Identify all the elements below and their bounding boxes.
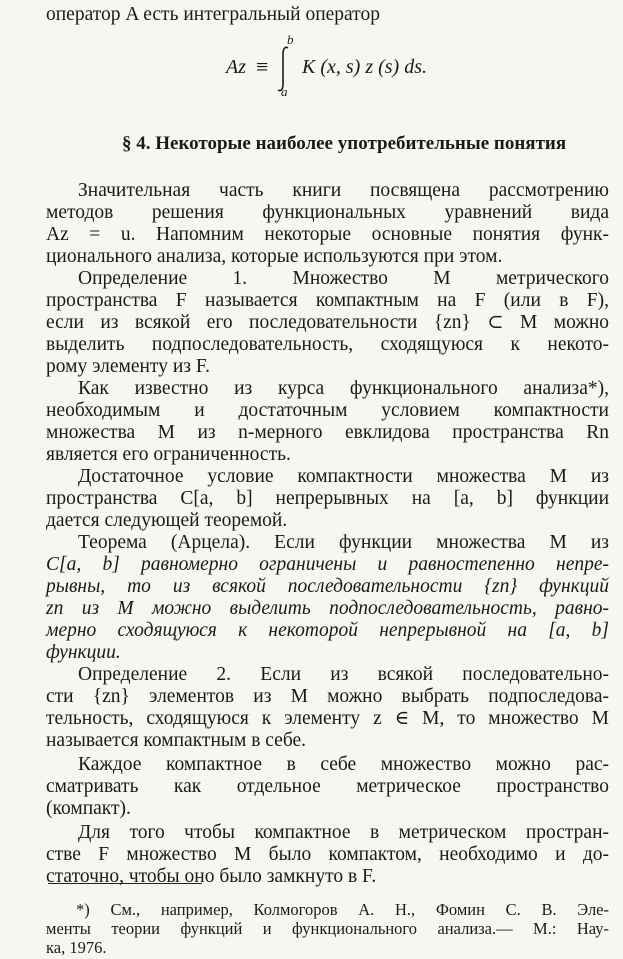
theorem-line: C[a, b] равномерно ограничены и равностепенно непре- bbox=[46, 554, 609, 575]
intro-line: оператор A есть интегральный оператор bbox=[46, 4, 380, 25]
theorem-line: функции. bbox=[46, 642, 121, 663]
text-line: методов решения функциональных уравнений вида bbox=[46, 202, 609, 223]
text-line: Каждое компактное в себе множество можно рас- bbox=[78, 754, 609, 775]
text-line: Определение 1. Множество M метрического bbox=[78, 268, 609, 289]
text-line: тельность, сходящуюся к элементу z ∈ M, то множество M bbox=[46, 708, 609, 729]
theorem-line: рывны, то из всякой последовательности {zn} функций bbox=[46, 576, 609, 597]
formula-upper-limit: b bbox=[287, 32, 294, 47]
text-line: Az = u. Напомним некоторые основные понятия функ- bbox=[46, 224, 609, 245]
text-line: ционального анализа, которые используются при этом. bbox=[46, 246, 503, 267]
text-line: Достаточное условие компактности множества M из bbox=[78, 466, 609, 487]
text-line: пространства C[a, b] непрерывных на [a, b] функции bbox=[46, 488, 609, 509]
text-line: множества M из n-мерного евклидова пространства Rn bbox=[46, 422, 609, 443]
text-line: необходимым и достаточным условием компактности bbox=[46, 400, 609, 421]
text-line: стве F множество M было компактом, необходимо и до- bbox=[46, 844, 609, 865]
footnote-line: *) См., например, Колмогоров А. Н., Фомин С. В. Эле- bbox=[76, 900, 609, 919]
text-line: Как известно из курса функционального анализа*), bbox=[78, 378, 609, 399]
section-heading: § 4. Некоторые наиболее употребительные понятия bbox=[122, 133, 567, 154]
text-line: является его ограниченность. bbox=[46, 444, 291, 465]
text-line: статочно, чтобы оно было замкнуто в F. bbox=[46, 866, 377, 887]
footnote-divider bbox=[48, 883, 202, 884]
integral-formula bbox=[226, 32, 466, 102]
text-line: рому элементу из F. bbox=[46, 356, 210, 377]
theorem-line: zn из M можно выделить подпоследовательность, равно- bbox=[46, 598, 609, 619]
footnote-line: менты теории функций и функционального анализа.— М.: Нау- bbox=[46, 919, 609, 938]
text-line: сти {zn} элементов из M можно выбрать подпоследова- bbox=[46, 686, 609, 707]
text-line: Определение 2. Если из всякой последовательно- bbox=[78, 664, 609, 685]
theorem-line: Теорема (Арцела). Если функции множества M из bbox=[78, 532, 609, 553]
theorem-line: мерно сходящуюся к некоторой непрерывной на [a, b] bbox=[46, 620, 609, 641]
formula-integrand: K (x, s) z (s) ds. bbox=[302, 56, 427, 78]
text-line: сматривать как отдельное метрическое пространство bbox=[46, 776, 609, 797]
text-line: если из всякой его последовательности {zn} ⊂ M можно bbox=[46, 312, 609, 333]
text-line: называется компактным в себе. bbox=[46, 730, 307, 751]
text-line: (компакт). bbox=[46, 798, 131, 819]
text-line: Для того чтобы компактное в метрическом простран- bbox=[78, 822, 609, 843]
formula-op: ≡ bbox=[256, 54, 269, 79]
footnote-line: ка, 1976. bbox=[46, 938, 107, 957]
text-line: пространства F называется компактным на F (или в F), bbox=[46, 290, 609, 311]
formula-lhs: Az bbox=[226, 56, 246, 78]
text-line: дается следующей теоремой. bbox=[46, 510, 288, 531]
formula-lower-limit: a bbox=[281, 84, 288, 99]
text-line: Значительная часть книги посвящена рассмотрению bbox=[78, 180, 609, 201]
text-line: выделить подпоследовательность, сходящуюся к некото- bbox=[46, 334, 609, 355]
